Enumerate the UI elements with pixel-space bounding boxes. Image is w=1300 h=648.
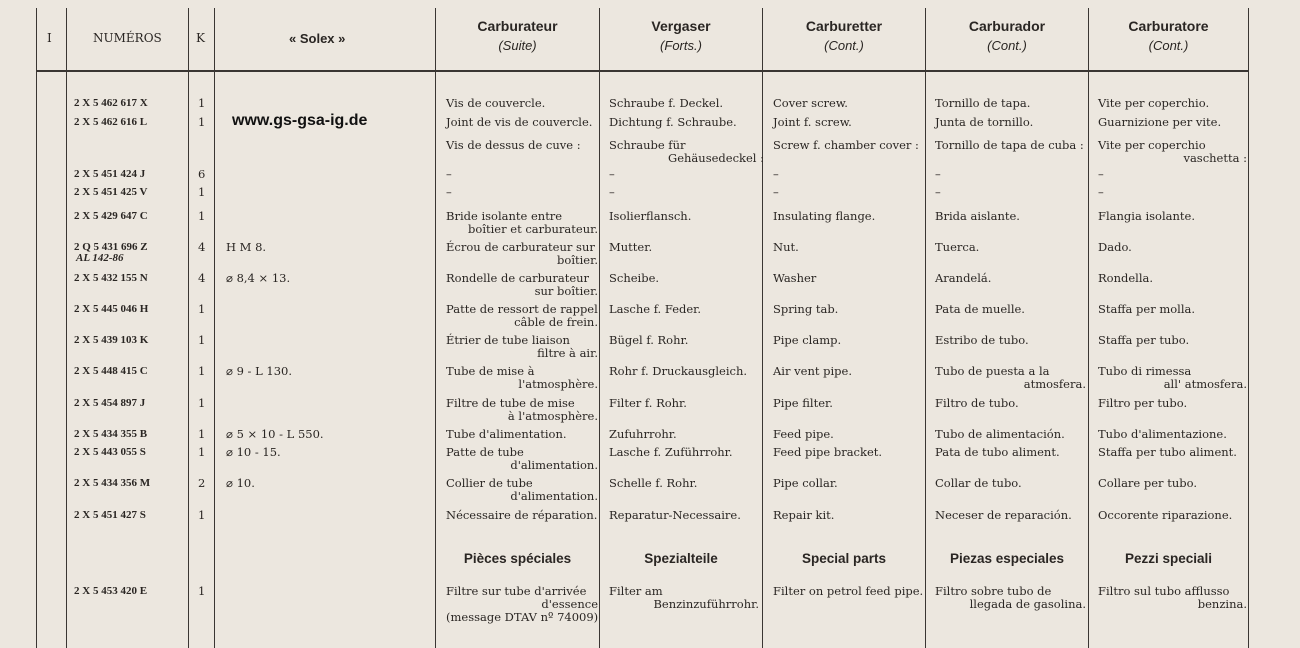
desc-german: Schraube für [609, 138, 686, 152]
desc-german: Lasche f. Feder. [609, 302, 702, 316]
quantity: 1 [198, 396, 206, 410]
desc-italian-cont: all' atmosfera. [1163, 377, 1247, 391]
quantity: 4 [198, 271, 206, 285]
desc-french: Étrier de tube liaison [446, 333, 570, 347]
desc-german: Lasche f. Zuführrohr. [609, 445, 733, 459]
website-watermark[interactable]: www.gs-gsa-ig.de [232, 112, 368, 129]
header-title: Carburetter [805, 18, 883, 34]
desc-english: Nut. [773, 240, 799, 254]
part-number: 2 X 5 451 424 J [74, 168, 146, 180]
desc-german: Reparatur-Necessaire. [609, 508, 741, 522]
desc-german: Mutter. [609, 240, 653, 254]
desc-french-cont: filtre à air. [537, 346, 598, 360]
desc-french: Joint de vis de couvercle. [446, 115, 593, 129]
desc-french-note: (message DTAV nº 74009) [446, 610, 599, 624]
section-title-spanish: Piezas especiales [949, 551, 1065, 566]
part-number: 2 X 5 454 897 J [74, 397, 146, 409]
desc-italian: Vite per coperchio. [1098, 96, 1210, 110]
header-french [436, 18, 599, 53]
column-rule [36, 8, 37, 648]
desc-italian: Dado. [1098, 240, 1132, 254]
section-title-german: Spezialteile [644, 551, 718, 566]
quantity: 1 [198, 445, 206, 459]
desc-italian: Staffa per tubo aliment. [1098, 445, 1237, 459]
desc-french: Patte de tube [446, 445, 524, 459]
desc-italian: Filtro per tubo. [1098, 396, 1188, 410]
quantity: 1 [198, 209, 206, 223]
desc-english: Pipe collar. [773, 476, 838, 490]
column-rule [1248, 8, 1249, 648]
quantity: 1 [198, 302, 206, 316]
desc-french: Filtre sur tube d'arrivée [446, 584, 587, 598]
desc-french: Patte de ressort de rappel [446, 302, 598, 316]
desc-english: Repair kit. [773, 508, 835, 522]
desc-italian: Guarnizione per vite. [1098, 115, 1222, 129]
part-number-alt: AL 142-86 [76, 252, 124, 264]
desc-french: – [446, 185, 452, 199]
desc-english: Filter on petrol feed pipe. [773, 584, 924, 598]
desc-spanish: Pata de muelle. [935, 302, 1025, 316]
section-title-english: Special parts [801, 551, 887, 566]
desc-italian: Tubo d'alimentazione. [1098, 427, 1227, 441]
part-number: 2 X 5 453 420 E [74, 585, 148, 597]
desc-spanish: Collar de tubo. [935, 476, 1022, 490]
desc-italian: – [1098, 167, 1104, 181]
quantity: 1 [198, 508, 206, 522]
desc-french-cont: d'essence [541, 597, 598, 611]
desc-english: Air vent pipe. [773, 364, 852, 378]
desc-french-cont: d'alimentation. [510, 489, 598, 503]
desc-german: – [609, 185, 615, 199]
quantity: 1 [198, 427, 206, 441]
desc-french: Collier de tube [446, 476, 533, 490]
part-number: 2 X 5 443 055 S [74, 446, 146, 458]
desc-spanish: Tubo de alimentación. [935, 427, 1065, 441]
desc-french: Écrou de carburateur sur [446, 240, 595, 254]
part-number: 2 X 5 432 155 N [74, 272, 148, 284]
desc-italian: Flangia isolante. [1098, 209, 1195, 223]
desc-english: – [773, 167, 779, 181]
desc-spanish: Estribo de tubo. [935, 333, 1029, 347]
quantity: 1 [198, 185, 206, 199]
desc-french-cont: câble de frein. [514, 315, 598, 329]
desc-spanish: Tubo de puesta a la [935, 364, 1050, 378]
desc-english: Feed pipe. [773, 427, 834, 441]
desc-spanish-cont: llegada de gasolina. [969, 597, 1086, 611]
header-italian [1089, 18, 1248, 53]
desc-german: Zufuhrrohr. [609, 427, 677, 441]
desc-german-cont: Gehäusedeckel : [668, 151, 764, 165]
header-german [600, 18, 762, 53]
desc-french-cont: à l'atmosphère. [507, 409, 598, 423]
header-english [763, 18, 925, 53]
desc-italian: Staffa per molla. [1098, 302, 1196, 316]
desc-italian: Occorente riparazione. [1098, 508, 1233, 522]
desc-english: Cover screw. [773, 96, 848, 110]
quantity: 1 [198, 96, 206, 110]
desc-german: Dichtung f. Schraube. [609, 115, 737, 129]
desc-german: Filter f. Rohr. [609, 396, 687, 410]
section-title-french: Pièces spéciales [463, 551, 572, 566]
header-numeros: NUMÉROS [93, 31, 162, 45]
part-number: 2 X 5 451 427 S [74, 509, 146, 521]
desc-spanish: Tornillo de tapa de cuba : [935, 138, 1084, 152]
desc-spanish: – [935, 185, 941, 199]
column-rule [214, 8, 215, 648]
desc-french: Tube de mise à [446, 364, 535, 378]
part-number: 2 X 5 439 103 K [74, 334, 149, 346]
desc-french: Bride isolante entre [446, 209, 563, 223]
desc-english: Feed pipe bracket. [773, 445, 883, 459]
desc-spanish: – [935, 167, 941, 181]
quantity: 2 [198, 476, 206, 490]
part-number: 2 X 5 462 616 L [74, 116, 148, 128]
solex-spec: ⌀ 9 - L 130. [226, 364, 292, 378]
desc-italian: Staffa per tubo. [1098, 333, 1190, 347]
header-subtitle: (Cont.) [1148, 38, 1189, 53]
desc-german: – [609, 167, 615, 181]
desc-german: Scheibe. [609, 271, 660, 285]
desc-german: Bügel f. Rohr. [609, 333, 689, 347]
desc-german: Isolierflansch. [609, 209, 692, 223]
header-k: K [196, 31, 205, 45]
header-subtitle: (Suite) [498, 38, 537, 53]
desc-spanish: Arandelá. [935, 271, 992, 285]
desc-english: Spring tab. [773, 302, 839, 316]
part-number: 2 X 5 462 617 X [74, 97, 148, 109]
solex-spec: ⌀ 8,4 × 13. [226, 271, 291, 285]
part-number: 2 X 5 445 046 H [74, 303, 149, 315]
desc-french: Filtre de tube de mise [446, 396, 575, 410]
desc-german: Schelle f. Rohr. [609, 476, 698, 490]
desc-english: Pipe clamp. [773, 333, 842, 347]
part-number: 2 X 5 434 355 B [74, 428, 148, 440]
header-subtitle: (Cont.) [987, 38, 1027, 53]
desc-spanish: Tuerca. [935, 240, 980, 254]
part-number: 2 Q 5 431 696 Z [74, 241, 148, 253]
desc-french: Rondelle de carburateur [446, 271, 590, 285]
desc-spanish: Filtro sobre tubo de [935, 584, 1052, 598]
desc-english: Joint f. screw. [773, 115, 852, 129]
header-spanish [926, 18, 1088, 53]
desc-spanish: Pata de tubo aliment. [935, 445, 1060, 459]
header-solex: « Solex » [289, 31, 346, 46]
desc-german: Rohr f. Druckausgleich. [609, 364, 748, 378]
part-number: 2 X 5 434 356 M [74, 477, 151, 489]
solex-spec: H M 8. [226, 240, 267, 254]
quantity: 6 [198, 167, 206, 181]
solex-spec: ⌀ 10. [226, 476, 255, 490]
header-title: Carburador [968, 18, 1046, 34]
header-title: Carburateur [477, 18, 558, 34]
solex-spec: ⌀ 5 × 10 - L 550. [226, 427, 324, 441]
desc-spanish: Junta de tornillo. [935, 115, 1034, 129]
solex-spec: ⌀ 10 - 15. [226, 445, 281, 459]
desc-french-cont: sur boîtier. [534, 284, 598, 298]
quantity: 1 [198, 115, 206, 129]
desc-spanish-cont: atmosfera. [1023, 377, 1086, 391]
desc-italian-cont: benzina. [1197, 597, 1247, 611]
header-title: Vergaser [651, 18, 711, 34]
quantity: 1 [198, 333, 206, 347]
desc-italian: Collare per tubo. [1098, 476, 1197, 490]
desc-german: Filter am [609, 584, 663, 598]
desc-english: – [773, 185, 779, 199]
desc-english: Pipe filter. [773, 396, 833, 410]
desc-spanish: Filtro de tubo. [935, 396, 1019, 410]
desc-english: Screw f. chamber cover : [773, 138, 919, 152]
column-rule [66, 8, 67, 648]
desc-french: Vis de dessus de cuve : [446, 138, 581, 152]
desc-italian: Filtro sul tubo afflusso [1098, 584, 1230, 598]
desc-german-cont: Benzinzuführrohr. [653, 597, 759, 611]
desc-italian-cont: vaschetta : [1183, 151, 1247, 165]
quantity: 1 [198, 584, 206, 598]
desc-english: Insulating flange. [773, 209, 876, 223]
header-rule [36, 70, 1248, 72]
part-number: 2 X 5 448 415 C [74, 365, 148, 377]
desc-italian: Rondella. [1098, 271, 1154, 285]
header-subtitle: (Forts.) [660, 38, 702, 53]
desc-italian: Vite per coperchio [1098, 138, 1206, 152]
column-rule [188, 8, 189, 648]
header-title: Carburatore [1128, 18, 1209, 34]
section-title-italian: Pezzi speciali [1124, 551, 1213, 566]
desc-german: Schraube f. Deckel. [609, 96, 724, 110]
desc-french: Nécessaire de réparation. [446, 508, 598, 522]
desc-spanish: Neceser de reparación. [935, 508, 1072, 522]
header-subtitle: (Cont.) [824, 38, 864, 53]
desc-french-cont: l'atmosphère. [518, 377, 598, 391]
desc-italian: – [1098, 185, 1104, 199]
quantity: 4 [198, 240, 206, 254]
desc-french: Vis de couvercle. [446, 96, 546, 110]
quantity: 1 [198, 364, 206, 378]
desc-spanish: Tornillo de tapa. [935, 96, 1031, 110]
part-number: 2 X 5 451 425 V [74, 186, 148, 198]
desc-french-cont: d'alimentation. [510, 458, 598, 472]
part-number: 2 X 5 429 647 C [74, 210, 148, 222]
desc-english: Washer [773, 271, 817, 285]
desc-french-cont: boîtier et carburateur. [468, 222, 598, 236]
desc-italian: Tubo di rimessa [1098, 364, 1192, 378]
desc-french: Tube d'alimentation. [446, 427, 567, 441]
desc-french-cont: boîtier. [557, 253, 598, 267]
header-col-i: I [47, 31, 52, 45]
desc-spanish: Brida aislante. [935, 209, 1020, 223]
desc-french: – [446, 167, 452, 181]
